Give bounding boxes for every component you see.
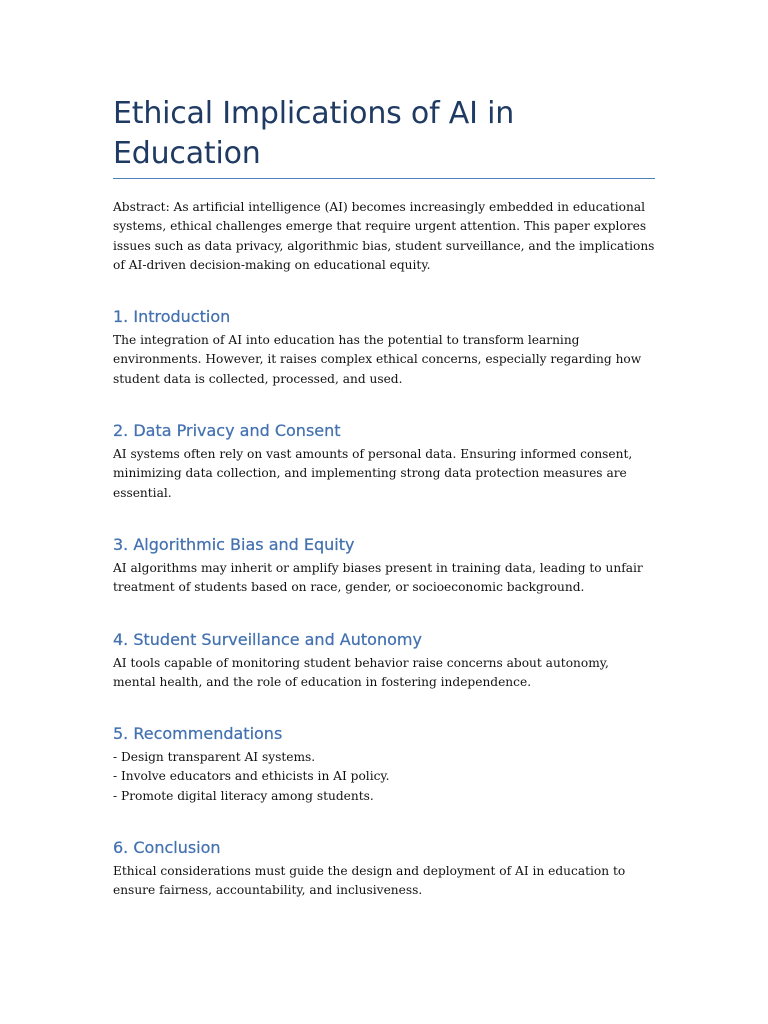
section-conclusion (113, 837, 655, 901)
list-item: - Involve educators and ethicists in AI policy. (113, 769, 390, 784)
list-item: - Promote digital literacy among students. (113, 788, 374, 803)
section-heading-algorithmic-bias: 3. Algorithmic Bias and Equity (113, 534, 355, 554)
section-heading-data-privacy: 2. Data Privacy and Consent (113, 421, 341, 441)
section-data-privacy (113, 420, 655, 503)
section-heading-introduction: 1. Introduction (113, 307, 231, 327)
section-heading-surveillance: 4. Student Surveillance and Autonomy (113, 629, 422, 649)
section-body-introduction: The integration of AI into education has the potential to transform learning environments. However, it raises complex ethical concerns, especially regarding how student data is collected, processed, and used. (113, 333, 642, 386)
recommendations-list (113, 748, 655, 806)
section-algorithmic-bias (113, 534, 655, 598)
abstract-text: Abstract: As artificial intelligence (AI) becomes increasingly embedded in educational systems, ethical challenges emerge that require urgent attention. This paper explores issues such as data privacy, algorithmic bias, student surveillance, and the implications of AI-driven decision-making on educational equity. (113, 200, 655, 272)
section-heading-recommendations: 5. Recommendations (113, 724, 283, 744)
document-page (113, 94, 655, 901)
section-introduction (113, 306, 655, 389)
abstract-block (113, 198, 655, 275)
section-surveillance (113, 629, 655, 693)
section-body-data-privacy: AI systems often rely on vast amounts of personal data. Ensuring informed consent, minimizing data collection, and implementing strong data protection measures are essential. (113, 447, 633, 500)
section-body-surveillance: AI tools capable of monitoring student behavior raise concerns about autonomy, mental health, and the role of education in fostering independence. (113, 655, 609, 689)
document-title: Ethical Implications of AI in Education (113, 94, 655, 179)
section-body-algorithmic-bias: AI algorithms may inherit or amplify biases present in training data, leading to unfair treatment of students based on race, gender, or socioeconomic background. (113, 560, 643, 595)
list-item: - Design transparent AI systems. (113, 750, 316, 765)
section-recommendations (113, 723, 655, 806)
section-heading-conclusion: 6. Conclusion (113, 838, 221, 858)
section-body-conclusion: Ethical considerations must guide the design and deployment of AI in education to ensure fairness, accountability, and inclusiveness. (113, 864, 626, 898)
